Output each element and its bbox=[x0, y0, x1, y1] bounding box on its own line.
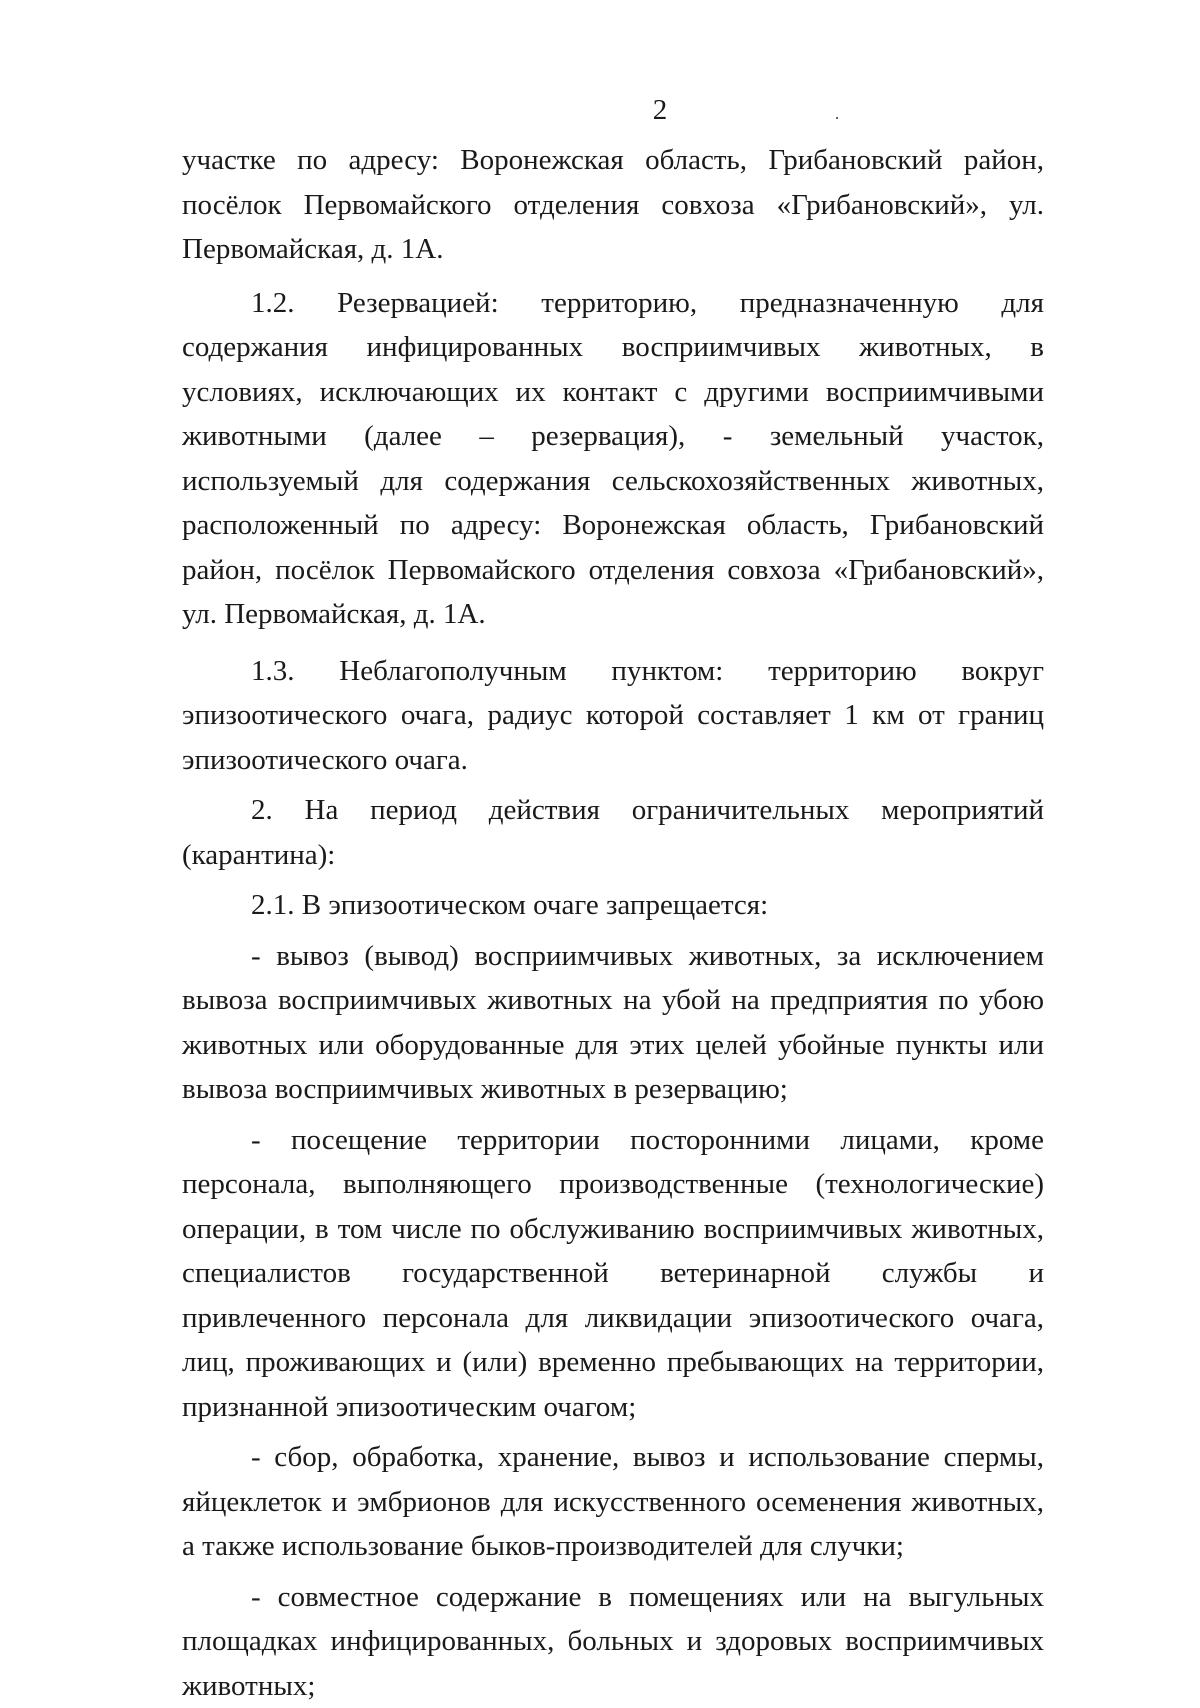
paragraph-continuation: участке по адресу: Воронежская область, Грибановский район, посёлок Первомайского отделения совхоза «Грибановский», ул. Первомайская, д. 1А. bbox=[182, 138, 1044, 272]
scan-speck bbox=[836, 117, 838, 119]
list-item-joint-keeping-ban: - совместное содержание в помещениях или на выгульных площадках инфицированных, больных и здоровых восприимчивых животных; bbox=[182, 1575, 1044, 1708]
list-item-sperm-ban: - сбор, обработка, хранение, вывоз и использование спермы, яйцеклеток и эмбрионов для искусственного осеменения животных, а также использование быков-производителей для случки; bbox=[182, 1435, 1044, 1569]
page-number: 2 bbox=[60, 96, 1200, 125]
paragraph-2: 2. На период действия ограничительных мероприятий (карантина): bbox=[182, 788, 1044, 877]
paragraph-1-3: 1.3. Неблагополучным пунктом: территорию вокруг эпизоотического очага, радиус которой составляет 1 км от границ эпизоотического очага. bbox=[182, 649, 1044, 783]
paragraph-2-1: 2.1. В эпизоотическом очаге запрещается: bbox=[182, 883, 1044, 928]
document-body bbox=[182, 138, 1044, 1708]
paragraph-1-2: 1.2. Резервацией: территорию, предназначенную для содержания инфицированных восприимчивых животных, в условиях, исключающих их контакт с другими восприимчивыми животными (далее – резервация), - земельный участок, используемый для содержания сельскохозяйственных животных, расположенный по адресу: Воронежская область, Грибановский район, посёлок Первомайского отделения совхоза «Грибановский», ул. Первомайская, д. 1А. bbox=[182, 281, 1044, 637]
list-item-export-ban: - вывоз (вывод) восприимчивых животных, за исключением вывоза восприимчивых животных на убой на предприятия по убою животных или оборудованные для этих целей убойные пункты или вывоза восприимчивых животных в резервацию; bbox=[182, 934, 1044, 1112]
list-item-visit-ban: - посещение территории посторонними лицами, кроме персонала, выполняющего производственные (технологические) операции, в том числе по обслуживанию восприимчивых животных, специалистов государственной ветеринарной службы и привлеченного персонала для ликвидации эпизоотического очага, лиц, проживающих и (или) временно пребывающих на территории, признанной эпизоотическим очагом; bbox=[182, 1118, 1044, 1430]
